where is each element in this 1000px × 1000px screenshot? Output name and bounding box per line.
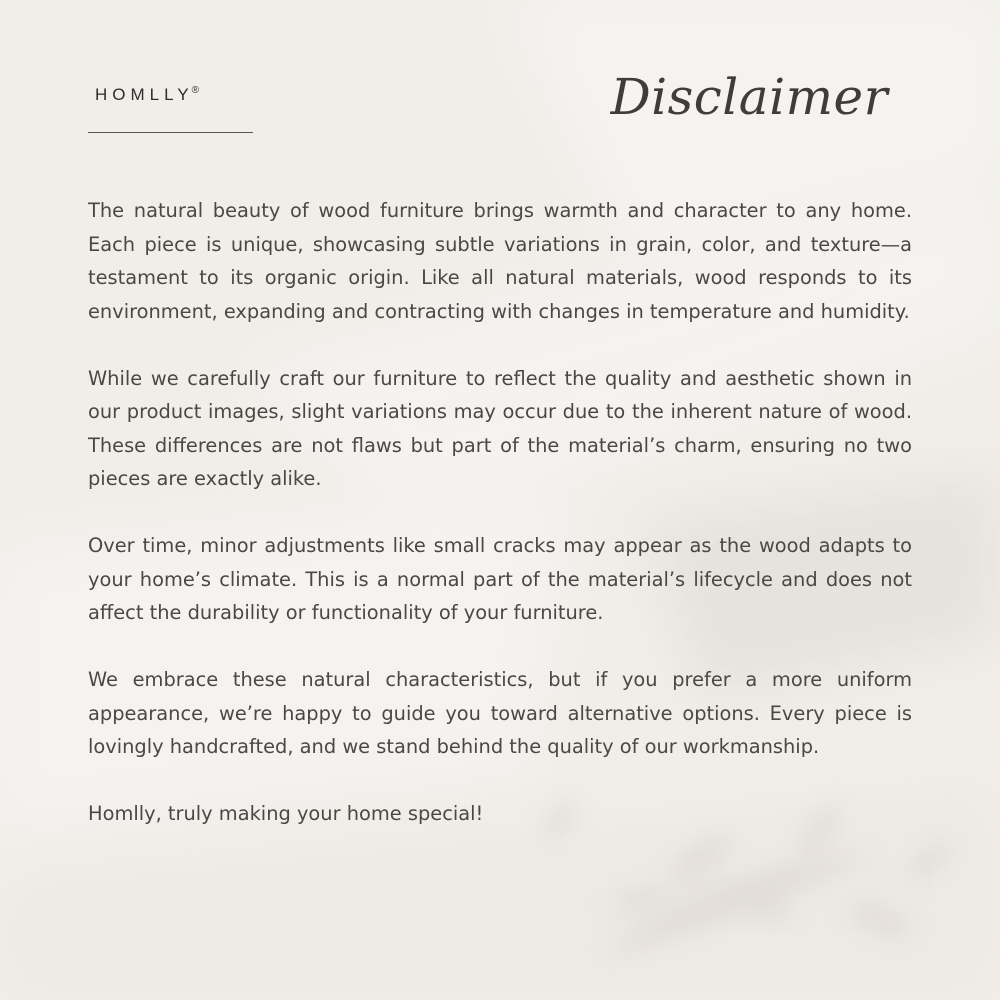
paragraph: Over time, minor adjustments like small cracks may appear as the wood adapts to your home’s climate. This is a normal part of the material’s lifecycle and does not affect the durability or functionality of your furniture. bbox=[88, 534, 912, 624]
disclaimer-body bbox=[88, 194, 912, 831]
brand-logo bbox=[95, 85, 201, 105]
registered-mark: ® bbox=[191, 85, 200, 96]
brand-name: HOMLLY bbox=[95, 85, 194, 104]
paragraph: The natural beauty of wood furniture brings warmth and character to any home. Each piece is unique, showcasing subtle variations in grain, color, and texture—a testament to its organic origin. Like all natural materials, wood responds to its environment, expanding and contracting with changes in temperature and humidity. bbox=[88, 199, 912, 323]
page-title: Disclaimer bbox=[610, 68, 888, 126]
paragraph: We embrace these natural characteristics, but if you prefer a more uniform appearance, we’re happy to guide you toward alternative options. Every piece is lovingly handcrafted, and we stand behind the quality of our workmanship. bbox=[88, 668, 912, 758]
paragraph: While we carefully craft our furniture to reflect the quality and aesthetic shown in our product images, slight variations may occur due to the inherent nature of wood. These differences are not flaws but part of the material’s charm, ensuring no two pieces are exactly alike. bbox=[88, 366, 912, 490]
brand-underline bbox=[88, 132, 253, 133]
closing-line: Homlly, truly making your home special! bbox=[88, 802, 484, 825]
